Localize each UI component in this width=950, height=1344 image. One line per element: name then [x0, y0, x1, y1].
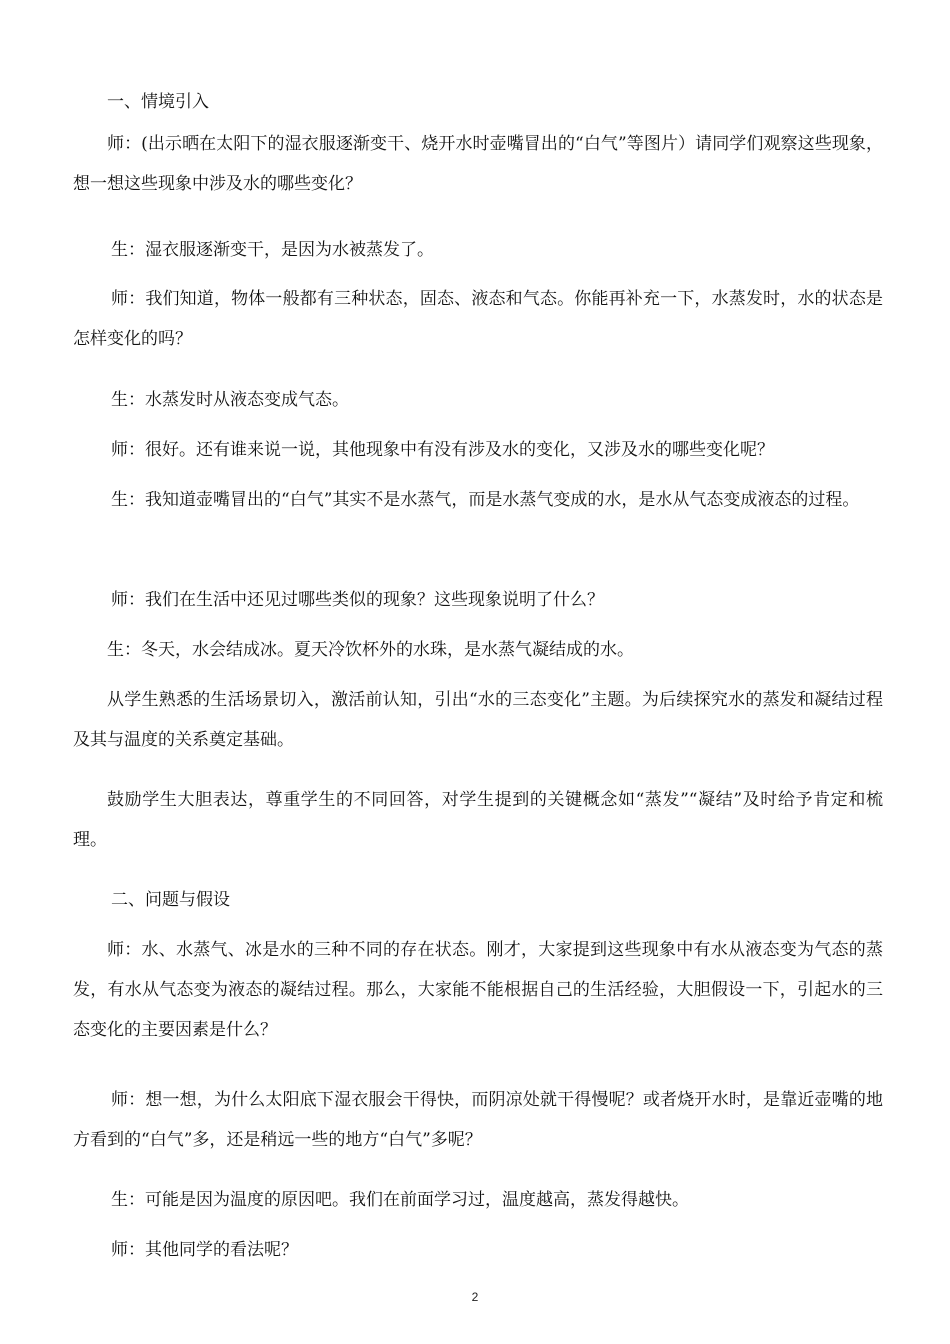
section-heading-2: 二、问题与假设 [111, 890, 230, 910]
paragraph: 从学生熟悉的生活场景切入，激活前认知，引出“水的三态变化”主题。为后续探究水的蒸发和凝结过程及其与温度的关系奠定基础。 [73, 690, 883, 750]
paragraph: 生：可能是因为温度的原因吧。我们在前面学习过，温度越高，蒸发得越快。 [111, 1190, 689, 1210]
paragraph: 生：我知道壶嘴冒出的“白气”其实不是水蒸气，而是水蒸气变成的水，是水从气态变成液态的过程。 [111, 490, 860, 510]
section-heading-1: 一、情境引入 [107, 92, 209, 112]
paragraph: 师：想一想，为什么太阳底下湿衣服会干得快，而阴凉处就干得慢呢？或者烧开水时，是靠近壶嘴的地方看到的“白气”多，还是稍远一些的地方“白气”多呢？ [73, 1090, 883, 1150]
paragraph: 师：其他同学的看法呢？ [111, 1240, 298, 1260]
paragraph: 生：冬天，水会结成冰。夏天冷饮杯外的水珠，是水蒸气凝结成的水。 [107, 640, 634, 660]
paragraph: 师：我们知道，物体一般都有三种状态，固态、液态和气态。你能再补充一下，水蒸发时，水的状态是怎样变化的吗？ [73, 289, 883, 349]
paragraph: 师：我们在生活中还见过哪些类似的现象？这些现象说明了什么？ [111, 590, 604, 610]
paragraph: 师：(出示晒在太阳下的湿衣服逐渐变干、烧开水时壶嘴冒出的“白气”等图片）请同学们观察这些现象，想一想这些现象中涉及水的哪些变化？ [73, 134, 883, 194]
paragraph: 生：水蒸发时从液态变成气态。 [111, 390, 349, 410]
paragraph: 师：很好。还有谁来说一说，其他现象中有没有涉及水的变化，又涉及水的哪些变化呢？ [111, 440, 774, 460]
paragraph: 鼓励学生大胆表达，尊重学生的不同回答，对学生提到的关键概念如“蒸发”“凝结”及时给予肯定和梳理。 [73, 790, 883, 850]
page-number: 2 [471, 1290, 479, 1304]
paragraph: 师：水、水蒸气、冰是水的三种不同的存在状态。刚才，大家提到这些现象中有水从液态变为气态的蒸发，有水从气态变为液态的凝结过程。那么，大家能不能根据自己的生活经验，大胆假设一下，引起水的三态变化的主要因素是什么？ [73, 940, 883, 1040]
paragraph: 生：湿衣服逐渐变干，是因为水被蒸发了。 [111, 240, 434, 260]
